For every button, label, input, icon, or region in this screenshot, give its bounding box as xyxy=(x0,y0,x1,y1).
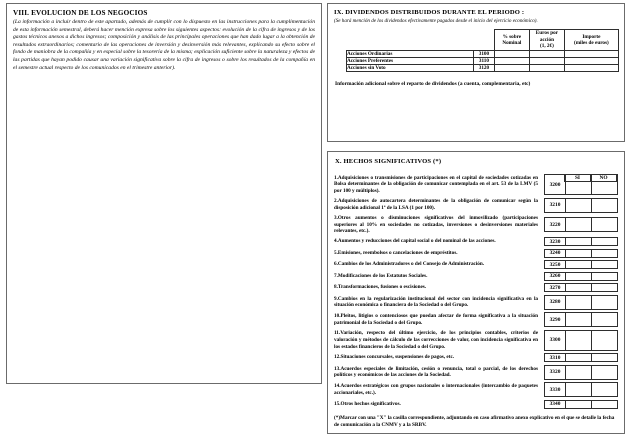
checkbox-si-3290[interactable] xyxy=(565,312,592,327)
cell-3100-pct[interactable] xyxy=(494,50,529,57)
event-boxes-15 xyxy=(544,400,618,409)
header-spacer-label xyxy=(347,30,474,50)
list-item xyxy=(334,237,618,246)
list-item xyxy=(334,365,618,380)
event-boxes-9 xyxy=(544,295,618,310)
event-code-3220: 3220 xyxy=(544,217,566,232)
column-header-importe-line1: Importe xyxy=(582,33,601,40)
row-label-acciones-ordinarias: Acciones Ordinarias xyxy=(347,50,474,57)
cell-3120-pct[interactable] xyxy=(494,64,529,71)
list-item xyxy=(334,215,618,235)
checkbox-si-3340[interactable] xyxy=(565,400,592,409)
checkbox-no-3250[interactable] xyxy=(591,260,618,269)
column-header-importe xyxy=(564,30,618,50)
event-boxes-11 xyxy=(544,330,618,351)
event-text-2: 2.Adquisiciones de autocartera determinantes de la obligación de comunicar según la disposición adicional 1ª de la LSA (1 por 100). xyxy=(334,198,538,211)
checkbox-no-3330[interactable] xyxy=(591,382,618,397)
event-text-11: 11.Variación, respecto del último ejercicio, de los principios contables, criterios de valoración y métodos de cálculo de las correcciones de valor, con incidencia significativa en los estados financieros de la Sociedad o del Grupo. xyxy=(334,330,538,350)
checkbox-si-3280[interactable] xyxy=(565,295,592,310)
event-code-3200: 3200 xyxy=(544,174,566,195)
checkbox-no-3260[interactable] xyxy=(591,272,618,281)
list-item xyxy=(334,382,618,397)
table-row xyxy=(347,57,619,64)
event-boxes-2 xyxy=(544,198,618,213)
event-code-3210: 3210 xyxy=(544,198,566,213)
event-code-3290: 3290 xyxy=(544,312,566,327)
checkbox-no-3210[interactable] xyxy=(591,198,618,213)
checkbox-si-3230[interactable] xyxy=(565,237,592,246)
event-code-3340: 3340 xyxy=(544,400,566,409)
checkbox-no-3320[interactable] xyxy=(591,365,618,380)
event-text-10: 10.Pleitos, litigios o contenciosos que puedan afectar de forma significativa a la situación patrimonial de la Sociedad o del Grupo. xyxy=(334,313,538,326)
event-text-12: 12.Situaciones concursales, suspensiones de pagos, etc. xyxy=(334,354,455,361)
cell-3110-pct[interactable] xyxy=(494,57,529,64)
section-x-panel xyxy=(327,151,625,434)
list-item xyxy=(334,312,618,327)
event-text-3: 3.Otros aumentos o disminuciones significativos del inmovilizado (participaciones superiores al 10% en sociedades no cotizadas, inversiones o desinversiones materiales relevantes, etc.). xyxy=(334,215,538,235)
event-boxes-12 xyxy=(544,353,618,362)
section-viii-title: VIII. EVOLUCION DE LOS NEGOCIOS xyxy=(13,9,148,17)
dividends-table-header-row xyxy=(347,30,619,50)
list-item xyxy=(334,400,618,409)
event-code-3320: 3320 xyxy=(544,365,566,380)
checkbox-si-3210[interactable] xyxy=(565,198,592,213)
column-header-euros-per-share-line2: (1, 2€) xyxy=(540,43,554,50)
event-boxes-13 xyxy=(544,365,618,380)
cell-3120-eur[interactable] xyxy=(530,64,565,71)
section-viii-note: (La información a incluir dentro de este apartado, además de cumplir con lo dispuesto en las instrucciones para la cumplimentación de esta información semestral, deberá hacer mención expresa sobre los siguientes aspectos: evolución de la cifra de ingresos y de los gastos técnicos anexos a dichos ingresos; composición y análisis de las principales operaciones que han dado lugar a la obtención de resultados extraordinarios; comentario de las operaciones de inversión y desinversión más relevantes, explicando su efecto sobre el fondo de maniobra de la compañía y en especial sobre la tesorería de la misma; explicación suficiente sobre la naturaleza y efectos de las partidas que hayan podido causar una variación significativa sobre la cifra de ingresos o sobre los resultados de la compañía en el semestre actual respecto de los comunicados en el trimestre anterior). xyxy=(13,19,315,71)
section-ix-note: (Se hará mención de los dividendos efectivamente pagados desde el inicio del ejercicio económico). xyxy=(334,18,538,24)
cell-3100-eur[interactable] xyxy=(530,50,565,57)
column-header-euros-per-share xyxy=(530,30,565,50)
checkbox-no-3280[interactable] xyxy=(591,295,618,310)
event-text-4: 4.Aumentos y reducciones del capital social o del nominal de las acciones. xyxy=(334,238,496,245)
event-code-3250: 3250 xyxy=(544,260,566,269)
column-header-pct-nominal xyxy=(494,30,529,50)
checkbox-si-3320[interactable] xyxy=(565,365,592,380)
cell-3120-importe[interactable] xyxy=(564,64,618,71)
checkbox-no-3300[interactable] xyxy=(591,330,618,351)
event-text-14: 14.Acuerdos estratégicos con grupos nacionales o internacionales (intercambio de paquetes accionariales, etc.). xyxy=(334,383,538,396)
dividends-table xyxy=(346,29,619,71)
si-no-column-headers xyxy=(565,174,617,182)
table-row xyxy=(347,64,619,71)
cell-3110-eur[interactable] xyxy=(530,57,565,64)
cell-3100-importe[interactable] xyxy=(564,50,618,57)
event-code-3300: 3300 xyxy=(544,330,566,351)
event-boxes-3 xyxy=(544,217,618,232)
section-x-title: X. HECHOS SIGNIFICATIVOS (*) xyxy=(335,158,442,165)
column-header-importe-line2: (miles de euros) xyxy=(574,40,609,47)
checkbox-si-3270[interactable] xyxy=(565,283,592,292)
checkbox-no-3230[interactable] xyxy=(591,237,618,246)
event-text-6: 6.Cambios de los Administradores o del Consejo de Administración. xyxy=(334,261,485,268)
event-text-5: 5.Emisiones, reembolsos o cancelaciones de empréstitos. xyxy=(334,249,458,256)
checkbox-no-3220[interactable] xyxy=(591,217,618,232)
row-code-3100: 3100 xyxy=(474,50,494,57)
list-item xyxy=(334,295,618,310)
additional-dividend-info-label: Información adicional sobre el reparto de dividendos (a cuenta, complementaria, etc) xyxy=(335,80,531,87)
checkbox-si-3220[interactable] xyxy=(565,217,592,232)
row-label-acciones-preferentes: Acciones Preferentes xyxy=(347,57,474,64)
checkbox-si-3250[interactable] xyxy=(565,260,592,269)
section-x-footnote: (*)Marcar con una "X" la casilla correspondiente, adjuntando en caso afirmativo anexo explicativo en el que se detalle la fecha de comunicación a la CNMV y a la SRBV. xyxy=(334,414,615,428)
event-boxes-4 xyxy=(544,237,618,246)
event-code-3260: 3260 xyxy=(544,272,566,281)
checkbox-si-3260[interactable] xyxy=(565,272,592,281)
section-ix-panel xyxy=(327,3,625,142)
event-code-3330: 3330 xyxy=(544,382,566,397)
event-text-7: 7.Modificaciones de los Estatutos Sociales. xyxy=(334,272,428,279)
column-header-euros-per-share-line1: Euros por acción xyxy=(535,30,559,43)
row-label-acciones-sin-voto: Acciones sin Voto xyxy=(347,64,474,71)
cell-3110-importe[interactable] xyxy=(564,57,618,64)
checkbox-no-3310[interactable] xyxy=(591,353,618,362)
event-text-8: 8.Transformaciones, fusiones o escisiones. xyxy=(334,284,427,291)
list-item xyxy=(334,249,618,258)
checkbox-no-3340[interactable] xyxy=(591,400,618,409)
event-boxes-10 xyxy=(544,312,618,327)
column-header-pct-nominal-line1: % sobre xyxy=(502,33,522,40)
row-code-3110: 3110 xyxy=(474,57,494,64)
event-code-3280: 3280 xyxy=(544,295,566,310)
column-header-no: NO xyxy=(590,174,617,182)
row-code-3120: 3120 xyxy=(474,64,494,71)
event-text-13: 13.Acuerdos especiales de limitación, cesión o renuncia, total o parcial, de los derechos políticos y económicos de las acciones de la Sociedad. xyxy=(334,365,538,379)
event-code-3240: 3240 xyxy=(544,249,566,258)
column-header-pct-nominal-line2: Nominal xyxy=(502,40,522,47)
event-code-3310: 3310 xyxy=(544,353,566,362)
list-item xyxy=(334,330,618,351)
event-boxes-14 xyxy=(544,382,618,397)
event-text-15: 15.Otros hechos significativos. xyxy=(334,400,401,407)
event-boxes-6 xyxy=(544,260,618,269)
checkbox-si-3310[interactable] xyxy=(565,353,592,362)
event-code-3270: 3270 xyxy=(544,283,566,292)
significant-events-list xyxy=(334,174,618,409)
checkbox-no-3270[interactable] xyxy=(591,283,618,292)
list-item xyxy=(334,198,618,213)
event-text-1: 1.Adquisiciones o transmisiones de participaciones en el capital de sociedades cotizadas en Bolsa determinantes de la obligación de comunicar contemplada en el art. 53 de la LMV (5 por 100 y múltiplos). xyxy=(334,174,538,194)
event-boxes-7 xyxy=(544,272,618,281)
event-code-3230: 3230 xyxy=(544,237,566,246)
checkbox-no-3240[interactable] xyxy=(591,249,618,258)
list-item xyxy=(334,272,618,281)
list-item xyxy=(334,353,618,362)
section-ix-title: IX. DIVIDENDOS DISTRIBUIDOS DURANTE EL PERIODO : xyxy=(334,9,525,16)
table-row xyxy=(347,50,619,57)
event-boxes-8 xyxy=(544,283,618,292)
section-viii-panel xyxy=(6,3,322,384)
event-text-9: 9.Cambios en la regularización institucional del sector con incidencia significativa en la situación económica o financiera de la Sociedad o del Grupo. xyxy=(334,295,538,309)
event-boxes-5 xyxy=(544,249,618,258)
list-item xyxy=(334,260,618,269)
checkbox-no-3290[interactable] xyxy=(591,312,618,327)
list-item xyxy=(334,283,618,292)
checkbox-si-3330[interactable] xyxy=(565,382,592,397)
checkbox-si-3300[interactable] xyxy=(565,330,592,351)
checkbox-si-3240[interactable] xyxy=(565,249,592,258)
column-header-si: SI xyxy=(564,174,591,182)
header-spacer-code xyxy=(474,30,494,50)
